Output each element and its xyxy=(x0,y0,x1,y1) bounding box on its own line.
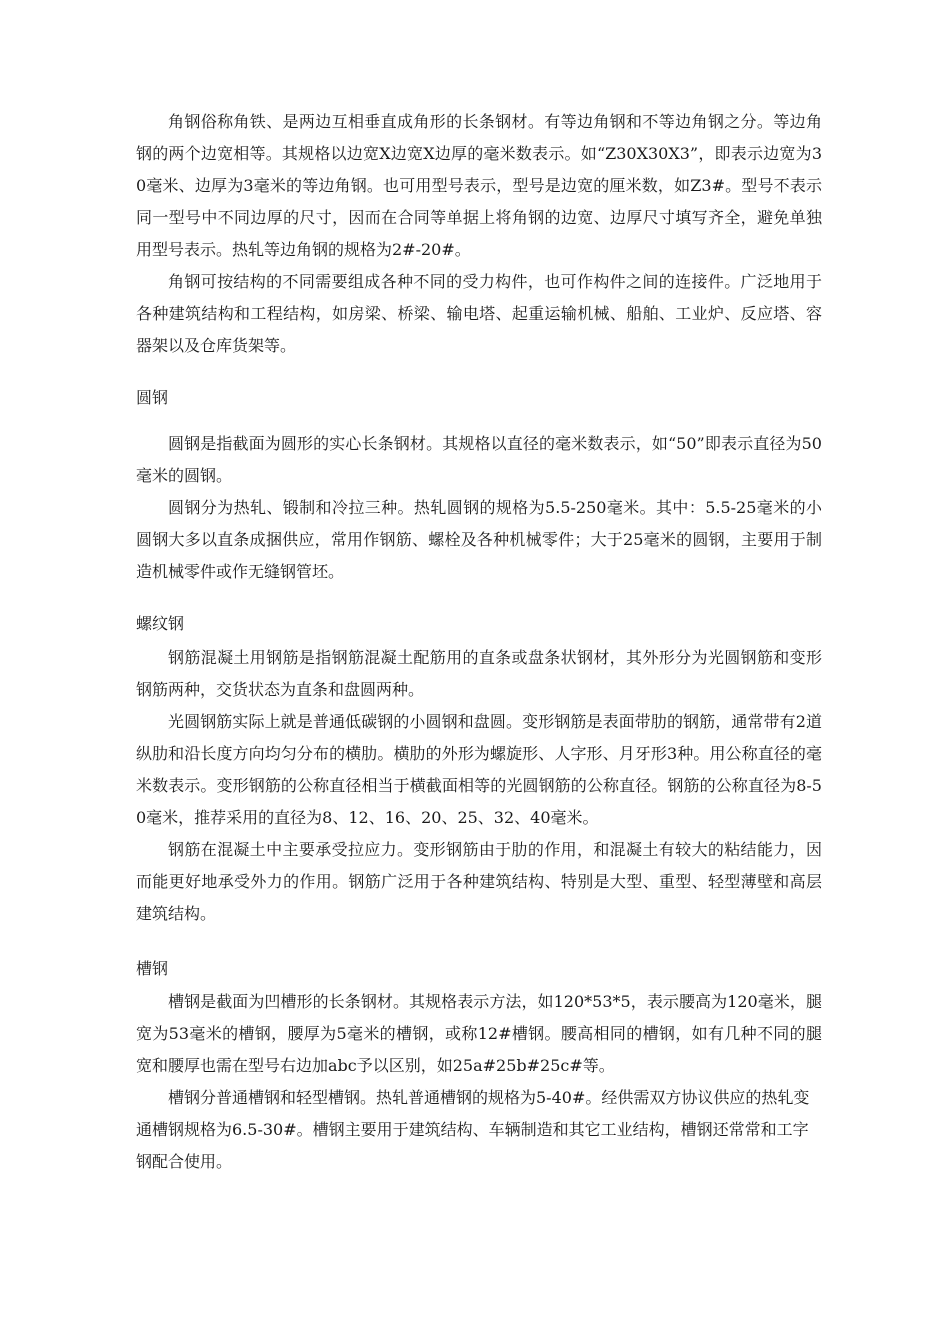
round-steel-heading: 圆钢 xyxy=(136,388,169,407)
angle-steel-paragraph-2: 角钢可按结构的不同需要组成各种不同的受力构件，也可作构件之间的连接件。广泛地用于各种建筑结构和工程结构，如房梁、桥梁、输电塔、起重运输机械、船舶、工业炉、反应塔、容器架以及仓库货架等。 xyxy=(136,272,822,355)
rebar-paragraph-2: 光圆钢筋实际上就是普通低碳钢的小圆钢和盘圆。变形钢筋是表面带肋的钢筋，通常带有2道纵肋和沿长度方向均匀分布的横肋。横肋的外形为螺旋形、人字形、月牙形3种。用公称直径的毫米数表示。变形钢筋的公称直径相当于横截面相等的光圆钢筋的公称直径。钢筋的公称直径为8-50毫米，推荐采用的直径为8、12、16、20、25、32、40毫米。 xyxy=(136,712,822,827)
angle-steel-section xyxy=(136,106,822,362)
round-steel-paragraph-1: 圆钢是指截面为圆形的实心长条钢材。其规格以直径的毫米数表示，如“50”即表示直径为50毫米的圆钢。 xyxy=(136,434,822,485)
round-steel-section xyxy=(136,428,822,588)
channel-steel-paragraph-1: 槽钢是截面为凹槽形的长条钢材。其规格表示方法，如120*53*5，表示腰高为120毫米，腿宽为53毫米的槽钢，腰厚为5毫米的槽钢，或称12#槽钢。腰高相同的槽钢，如有几种不同的腿宽和腰厚也需在型号右边加abc予以区别，如25a#25b#25c#等。 xyxy=(136,992,822,1075)
round-steel-paragraph-2: 圆钢分为热轧、锻制和冷拉三种。热轧圆钢的规格为5.5-250毫米。其中：5.5-25毫米的小圆钢大多以直条成捆供应，常用作钢筋、螺栓及各种机械零件；大于25毫米的圆钢，主要用于制造机械零件或作无缝钢管坯。 xyxy=(136,498,822,581)
rebar-section xyxy=(136,642,822,930)
angle-steel-paragraph-1: 角钢俗称角铁、是两边互相垂直成角形的长条钢材。有等边角钢和不等边角钢之分。等边角钢的两个边宽相等。其规格以边宽X边宽X边厚的毫米数表示。如“Z30X30X3”，即表示边宽为30毫米、边厚为3毫米的等边角钢。也可用型号表示，型号是边宽的厘米数，如Z3#。型号不表示同一型号中不同边厚的尺寸，因而在合同等单据上将角钢的边宽、边厚尺寸填写齐全，避免单独用型号表示。热轧等边角钢的规格为2#-20#。 xyxy=(136,112,822,259)
channel-steel-heading: 槽钢 xyxy=(136,959,169,978)
rebar-heading: 螺纹钢 xyxy=(136,614,185,633)
rebar-paragraph-3: 钢筋在混凝土中主要承受拉应力。变形钢筋由于肋的作用，和混凝土有较大的粘结能力，因而能更好地承受外力的作用。钢筋广泛用于各种建筑结构、特别是大型、重型、轻型薄壁和高层建筑结构。 xyxy=(136,840,822,923)
channel-steel-section xyxy=(136,986,822,1178)
channel-steel-paragraph-2: 槽钢分普通槽钢和轻型槽钢。热轧普通槽钢的规格为5-40#。经供需双方协议供应的热轧变通槽钢规格为6.5-30#。槽钢主要用于建筑结构、车辆制造和其它工业结构，槽钢还常常和工字钢配合使用。 xyxy=(136,1088,810,1171)
rebar-paragraph-1: 钢筋混凝土用钢筋是指钢筋混凝土配筋用的直条或盘条状钢材，其外形分为光圆钢筋和变形钢筋两种，交货状态为直条和盘圆两种。 xyxy=(136,648,822,699)
